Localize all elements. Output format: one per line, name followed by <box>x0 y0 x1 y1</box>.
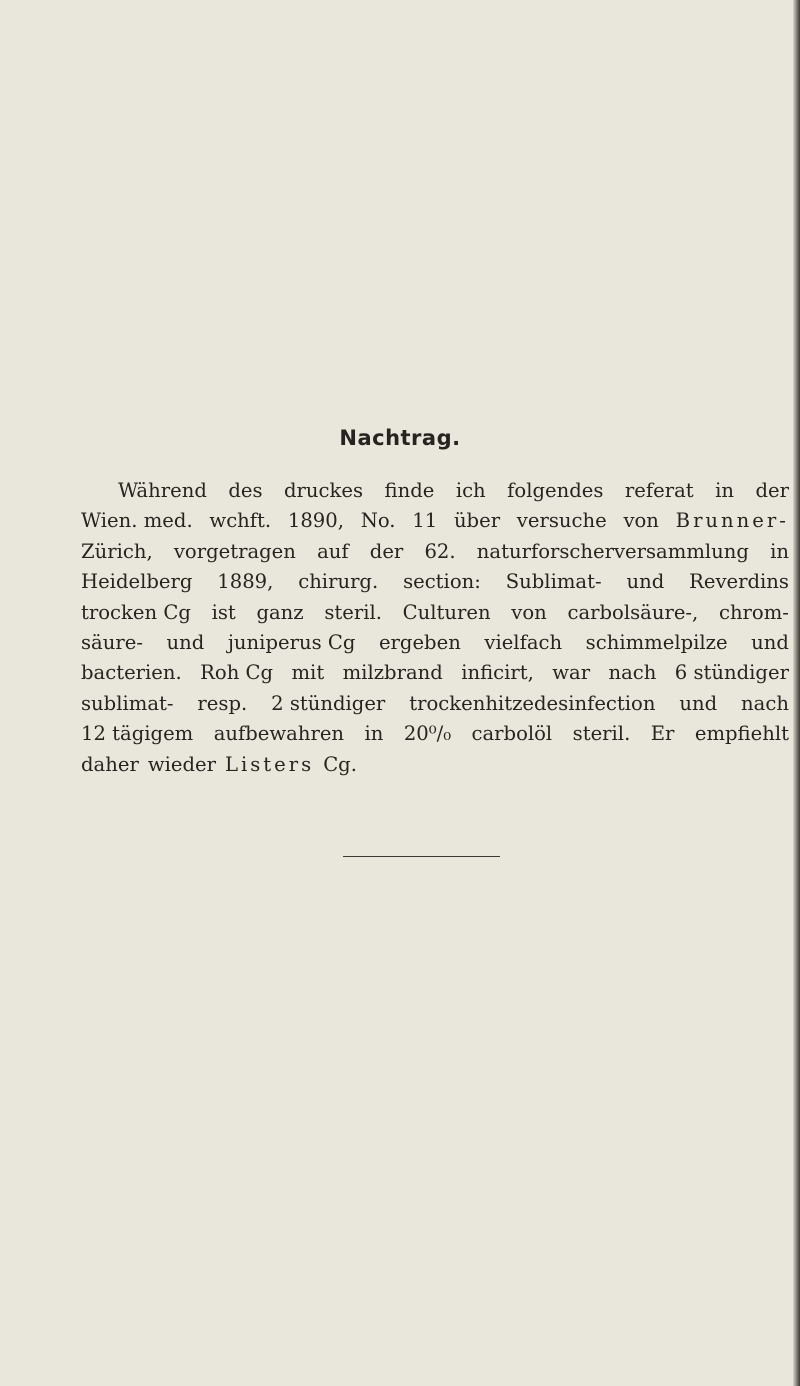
word: inficirt, <box>461 661 534 685</box>
word: Roh Cg <box>200 661 274 685</box>
word: in <box>715 479 734 502</box>
word: und <box>679 691 718 715</box>
author-name: Listers <box>224 752 315 776</box>
text-line <box>81 567 789 597</box>
word: trockenhitzedesinfection <box>409 691 656 715</box>
word: der <box>369 539 404 563</box>
word: von <box>511 600 547 624</box>
word: ergeben <box>378 630 461 654</box>
word: Sublimat- <box>505 570 602 594</box>
author-name: Brunner- <box>675 509 789 533</box>
word: juniperus Cg <box>227 630 356 654</box>
word: finde <box>384 479 435 502</box>
word: wieder <box>147 752 216 776</box>
text-line <box>81 598 789 628</box>
word: naturforscherversammlung <box>476 539 749 563</box>
word: 62. <box>424 539 456 563</box>
word: 6 stündiger <box>674 661 789 685</box>
word: und <box>751 630 789 654</box>
text-line <box>81 689 789 719</box>
word: Er <box>650 722 675 746</box>
word: Cg. <box>323 752 357 776</box>
word: chirurg. <box>298 570 379 594</box>
word: trocken Cg <box>81 600 191 624</box>
word: sublimat- <box>81 691 174 715</box>
word: auf <box>317 539 349 563</box>
word: referat <box>624 479 694 502</box>
word: milzbrand <box>342 661 443 685</box>
word: vielfach <box>484 630 563 654</box>
word: von <box>623 509 659 533</box>
text-line <box>81 476 789 506</box>
word: carbolsäure-, <box>567 600 699 624</box>
word: steril. <box>324 600 382 624</box>
word: Zürich, <box>81 539 153 563</box>
word: in <box>770 539 789 563</box>
word: daher <box>81 752 139 776</box>
word: mit <box>291 661 325 685</box>
word: Culturen <box>402 600 491 624</box>
word: ich <box>455 479 486 502</box>
word: folgendes <box>507 479 604 502</box>
word: 1889, <box>217 570 274 594</box>
text-line <box>81 719 789 749</box>
word: war <box>552 661 591 685</box>
word: ist <box>211 600 236 624</box>
word: Heidelberg <box>81 570 193 594</box>
word: carbolöl <box>471 722 553 746</box>
word: No. <box>360 509 396 533</box>
word: aufbewahren <box>213 722 345 746</box>
word: resp. <box>197 691 248 715</box>
word: wchft. <box>209 509 272 533</box>
body-paragraph <box>81 476 789 780</box>
word: und <box>166 630 205 654</box>
word: chrom- <box>718 600 789 624</box>
word: der <box>755 479 789 502</box>
word: in <box>364 722 384 746</box>
word: empfiehlt <box>694 722 789 746</box>
text-line <box>81 658 789 688</box>
word: versuche <box>516 509 607 533</box>
word: 11 <box>412 509 438 533</box>
page-edge-shadow <box>793 0 800 1386</box>
word: über <box>453 509 501 533</box>
text-line <box>81 628 789 658</box>
word: 12 tägigem <box>81 722 194 746</box>
word: ganz <box>256 600 304 624</box>
word: und <box>626 570 665 594</box>
text-line <box>81 506 789 536</box>
percentage: 20⁰/₀ <box>403 722 452 746</box>
word: vorgetragen <box>173 539 296 563</box>
word: Reverdins <box>689 570 789 594</box>
section-divider <box>343 856 500 857</box>
word: druckes <box>284 479 364 502</box>
word: Wien. med. <box>81 509 193 533</box>
section-heading: Nachtrag. <box>339 426 461 450</box>
text-line <box>81 750 789 780</box>
word: bacterien. <box>81 661 182 685</box>
word: schimmelpilze <box>585 630 728 654</box>
text-line <box>81 537 789 567</box>
word: Während <box>118 479 207 502</box>
word: säure- <box>81 630 143 654</box>
word: 2 stündiger <box>271 691 386 715</box>
word: steril. <box>572 722 631 746</box>
word: 1890, <box>287 509 344 533</box>
word: nach <box>741 691 789 715</box>
word: des <box>228 479 263 502</box>
word: nach <box>608 661 657 685</box>
word: section: <box>403 570 481 594</box>
